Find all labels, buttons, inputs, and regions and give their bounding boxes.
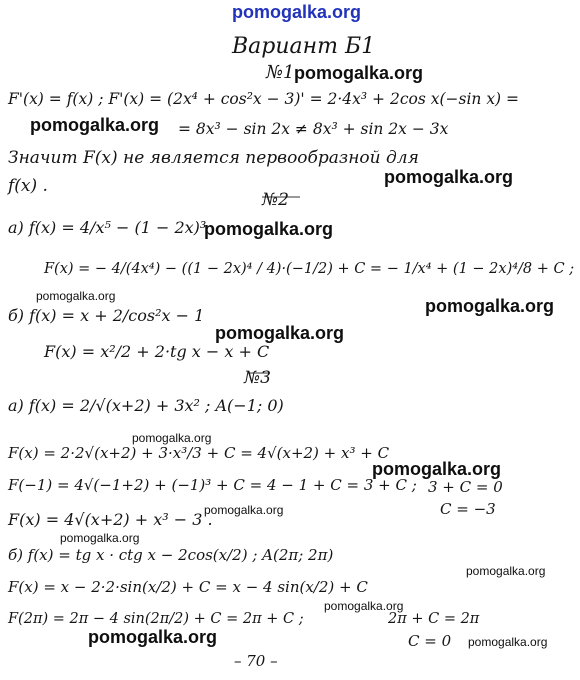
watermark: pomogalka.org [60,531,140,545]
problem-3b-antiderivative: F(x) = x − 2·2·sin(x/2) + C = x − 4 sin(x/2) + C [8,578,368,596]
problem-2a-function: а) f(x) = 4/x⁵ − (1 − 2x)³ [8,218,207,237]
problem-2a-antiderivative: F(x) = − 4/(4x⁴) − ((1 − 2x)⁴ / 4)·(−1/2) + C = − 1/x⁴ + (1 − 2x)⁴/8 + C ; [44,261,575,277]
watermark: pomogalka.org [468,635,548,649]
watermark: pomogalka.org [204,219,334,239]
watermark: pomogalka.org [132,431,212,445]
watermark: pomogalka.org [294,63,424,83]
watermark: pomogalka.org [215,323,345,343]
problem-2b-function: б) f(x) = x + 2/cos²x − 1 [8,306,205,325]
watermark: pomogalka.org [466,564,546,578]
watermark: pomogalka.org [30,115,160,135]
problem-1-line-2: = 8x³ − sin 2x ≠ 8x³ + sin 2x − 3x [178,120,449,138]
watermark: pomogalka.org [384,167,514,187]
watermark: pomogalka.org [324,599,404,613]
problem-3a-antiderivative: F(x) = 2·2√(x+2) + 3·x³/3 + C = 4√(x+2) + x³ + C [8,444,390,462]
page-title: Вариант Б1 [232,34,376,59]
watermark: pomogalka.org [372,459,502,479]
problem-1-line-1: F'(x) = f(x) ; F'(x) = (2x⁴ + cos²x − 3)' = 2·4x³ + 2cos x(−sin x) = [8,90,520,108]
problem-1-conclusion-end: f(x) . [8,176,48,196]
problem-3b-value-at-point: F(2π) = 2π − 4 sin(2π/2) + C = 2π + C ; [8,611,304,627]
watermark: pomogalka.org [425,296,555,316]
problem-3b-constant: C = 0 [408,632,452,650]
problem-3b-function: б) f(x) = tg x · ctg x − 2cos(x/2) ; A(2π; 2π) [8,546,334,564]
problem-1-conclusion: Значит F(x) не является первообразной для [8,148,419,168]
watermark: pomogalka.org [36,289,116,303]
problem-3a-result: F(x) = 4√(x+2) + x³ − 3 . [8,510,213,529]
problem-3a-value-at-point: F(−1) = 4√(−1+2) + (−1)³ + C = 4 − 1 + C = 3 + C ; [8,476,417,494]
watermark: pomogalka.org [204,503,284,517]
problem-3-number: №3 [244,368,271,388]
problem-3a-constant: C = −3 [440,500,496,518]
site-watermark-top: pomogalka.org [232,2,362,22]
problem-3a-condition: 3 + C = 0 [428,478,503,496]
problem-1-number: №1 [266,62,295,83]
watermark: pomogalka.org [88,627,218,647]
problem-2-number: №2 [262,190,289,210]
page-number: – 70 – [234,652,278,670]
problem-3a-function: а) f(x) = 2/√(x+2) + 3x² ; A(−1; 0) [8,396,284,415]
problem-3b-condition: 2π + C = 2π [388,611,480,627]
problem-2b-antiderivative: F(x) = x²/2 + 2·tg x − x + C [44,342,270,361]
